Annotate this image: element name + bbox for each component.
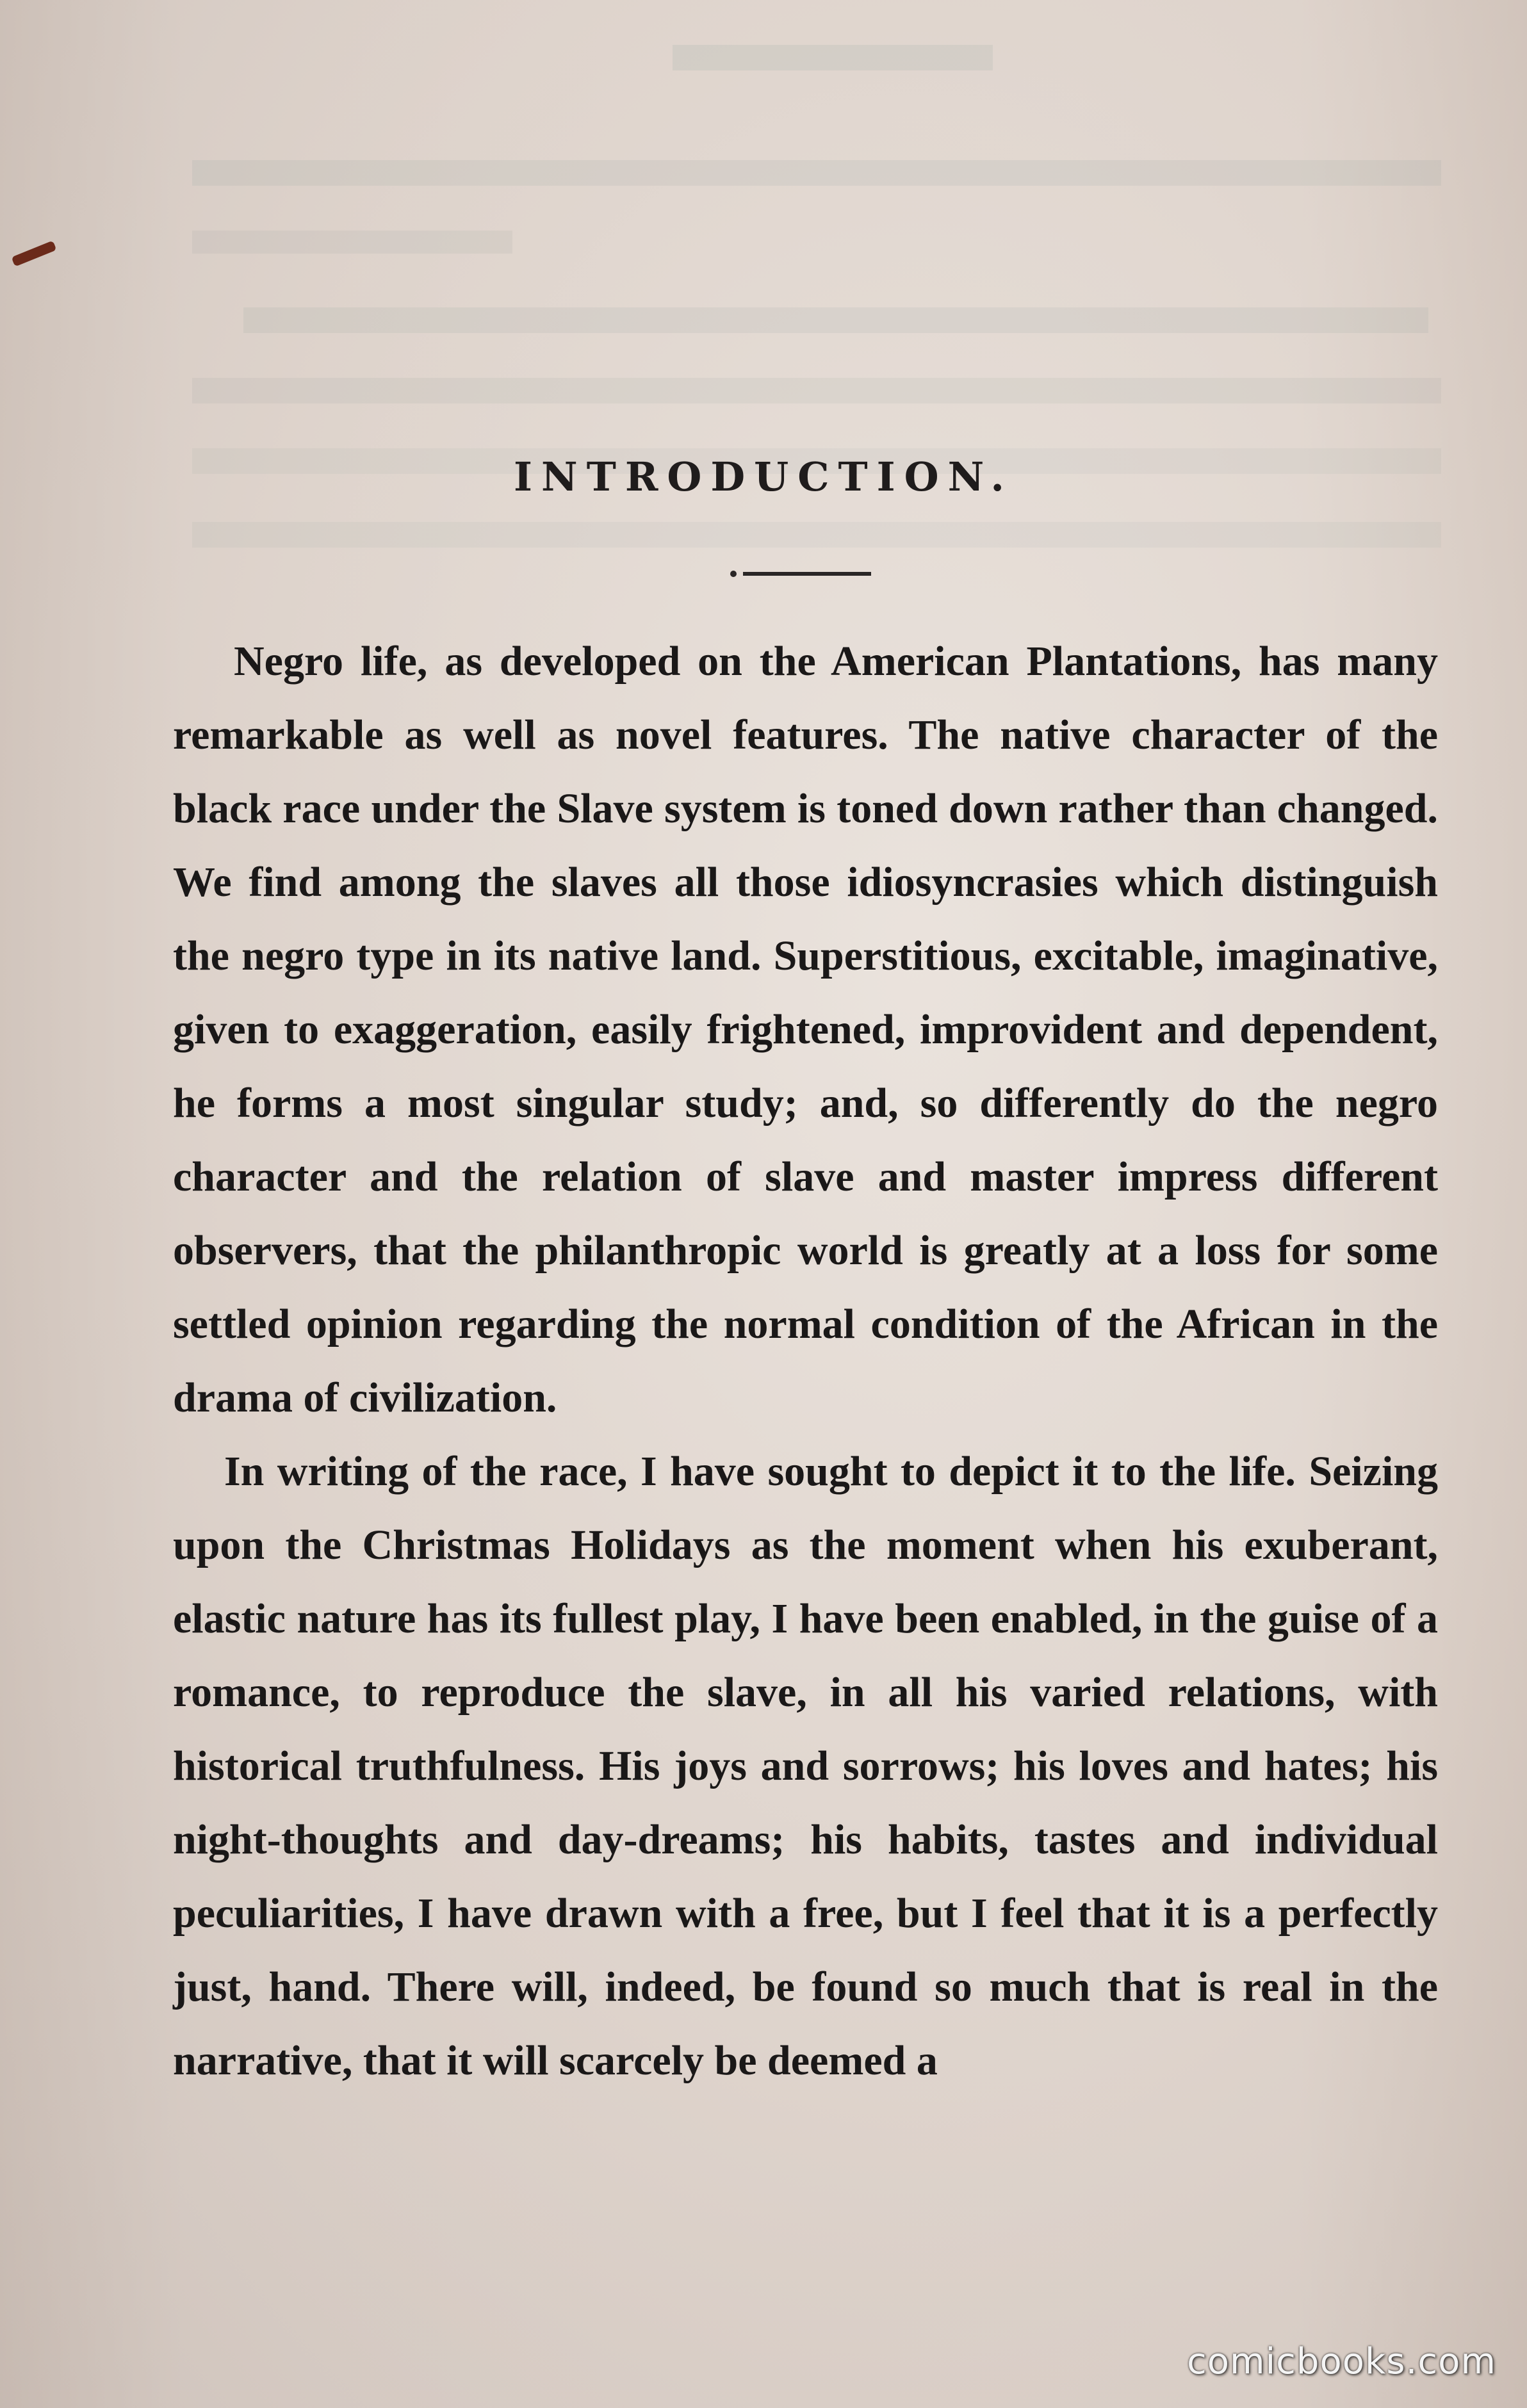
ink-mark <box>12 240 57 266</box>
page-heading: INTRODUCTION. <box>514 453 1013 500</box>
watermark: comicbooks.com <box>1186 2341 1496 2382</box>
paragraph: In writing of the race, I have sought to depict it to the life. Seizing upon the Christmas Holidays as the moment when his exuberant, elastic nature has its fullest play, I have been enabled, in the guise of a romance, to reproduce the slave, in all his varied relations, with historical truthfulness. His joys and sorrows; his loves and hates; his night-thoughts and day-dreams; his habits, tastes and individual peculiarities, I have drawn with a free, but I feel that it is a perfectly just, hand. There will, indeed, be found so much that is real in the narrative, that it will scarcely be deemed a <box>173 1448 1438 2084</box>
rule-dot <box>730 571 737 577</box>
heading-rule <box>743 572 871 576</box>
paragraph: Negro life, as developed on the American Plantations, has many remarkable as well as novel features. The native character of the black race under the Slave system is toned down rather than changed. We find among the slaves all those idiosyncrasies which distinguish the negro type in its native land. Superstitious, excitable, imaginative, given to exaggeration, easily frightened, improvident and dependent, he forms a most singular study; and, so differently do the negro character and the relation of slave and master impress different observers, that the philanthropic world is greatly at a loss for some settled opinion regarding the normal condition of the African in the drama of civilization. <box>173 638 1438 1421</box>
body-text <box>173 624 1438 2097</box>
